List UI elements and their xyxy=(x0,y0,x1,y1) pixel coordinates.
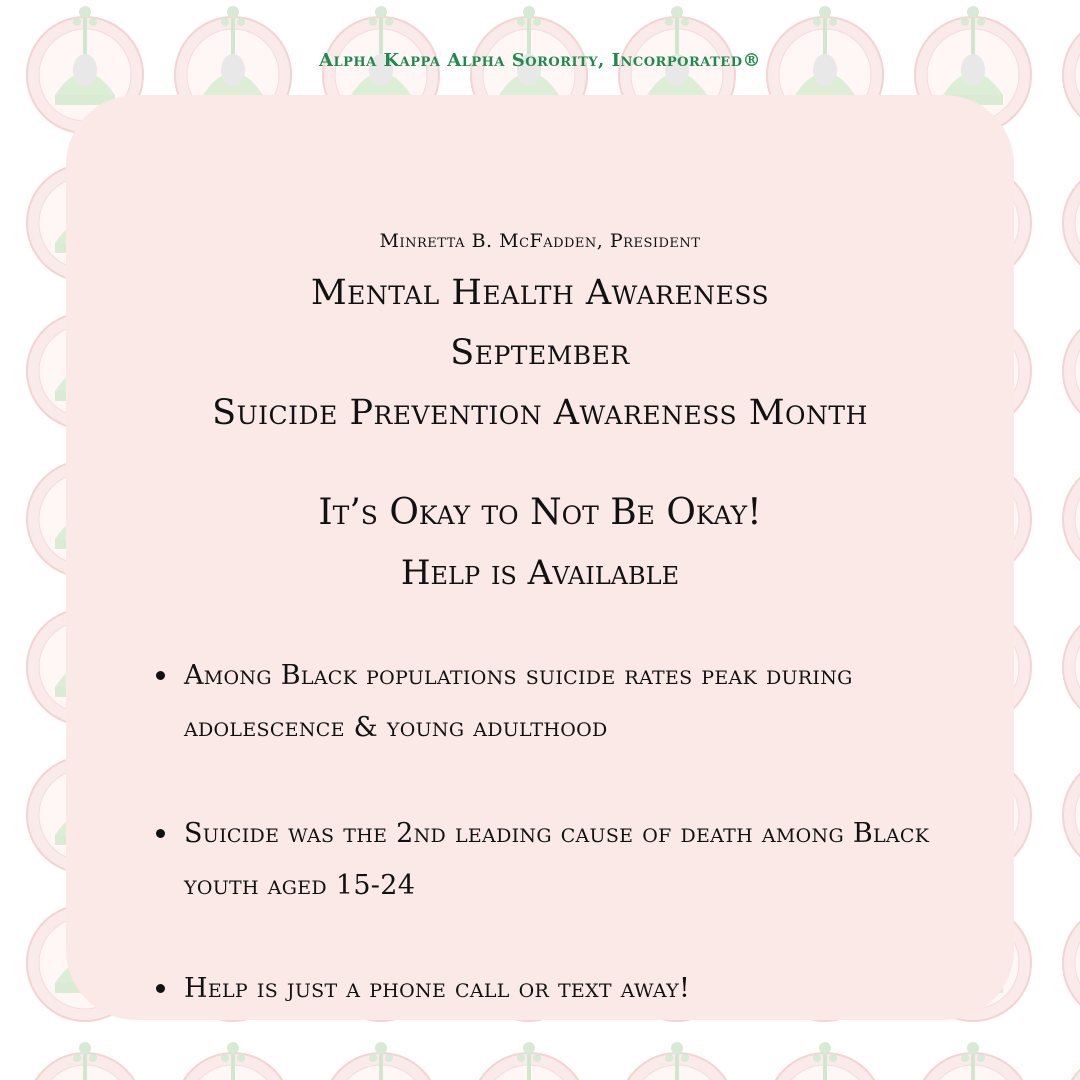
list-item-text: Help is just a phone call or text away! xyxy=(184,973,691,1004)
president-line: Minretta B. McFadden, President xyxy=(379,230,701,252)
info-card xyxy=(66,95,1014,1020)
seal-watermark-icon xyxy=(1061,1036,1080,1080)
slogan-line-1: It’s Okay to Not Be Okay! xyxy=(318,492,762,533)
seal-watermark-icon xyxy=(1061,740,1080,880)
title-line-2: September xyxy=(450,333,630,373)
seal-watermark-icon xyxy=(1061,888,1080,1028)
list-item xyxy=(156,650,1004,754)
seal-watermark-icon xyxy=(617,1036,737,1080)
seal-watermark-icon xyxy=(25,1036,145,1080)
seal-watermark-icon xyxy=(1061,592,1080,732)
bullet-dot-icon xyxy=(156,671,165,680)
seal-watermark-icon xyxy=(1061,296,1080,436)
bullet-dot-icon xyxy=(156,829,165,838)
list-item xyxy=(156,963,1004,1015)
list-item xyxy=(156,808,1004,912)
seal-watermark-icon xyxy=(321,1036,441,1080)
seal-watermark-icon xyxy=(469,1036,589,1080)
seal-watermark-icon xyxy=(765,1036,885,1080)
organization-header: Alpha Kappa Alpha Sorority, Incorporated® xyxy=(319,50,761,71)
seal-watermark-icon xyxy=(1061,148,1080,288)
list-item-text: Among Black populations suicide rates peak during adolescence & young adulthood xyxy=(184,660,853,743)
seal-watermark-icon xyxy=(173,1036,293,1080)
title-line-1: Mental Health Awareness xyxy=(310,273,770,313)
list-item-text: Suicide was the 2nd leading cause of death among Black youth aged 15-24 xyxy=(184,818,930,901)
title-line-3: Suicide Prevention Awareness Month xyxy=(212,393,868,433)
seal-watermark-icon xyxy=(1061,444,1080,584)
seal-watermark-icon xyxy=(913,1036,1033,1080)
slogan-line-2: Help is Available xyxy=(400,553,680,593)
bullet-dot-icon xyxy=(156,984,165,993)
